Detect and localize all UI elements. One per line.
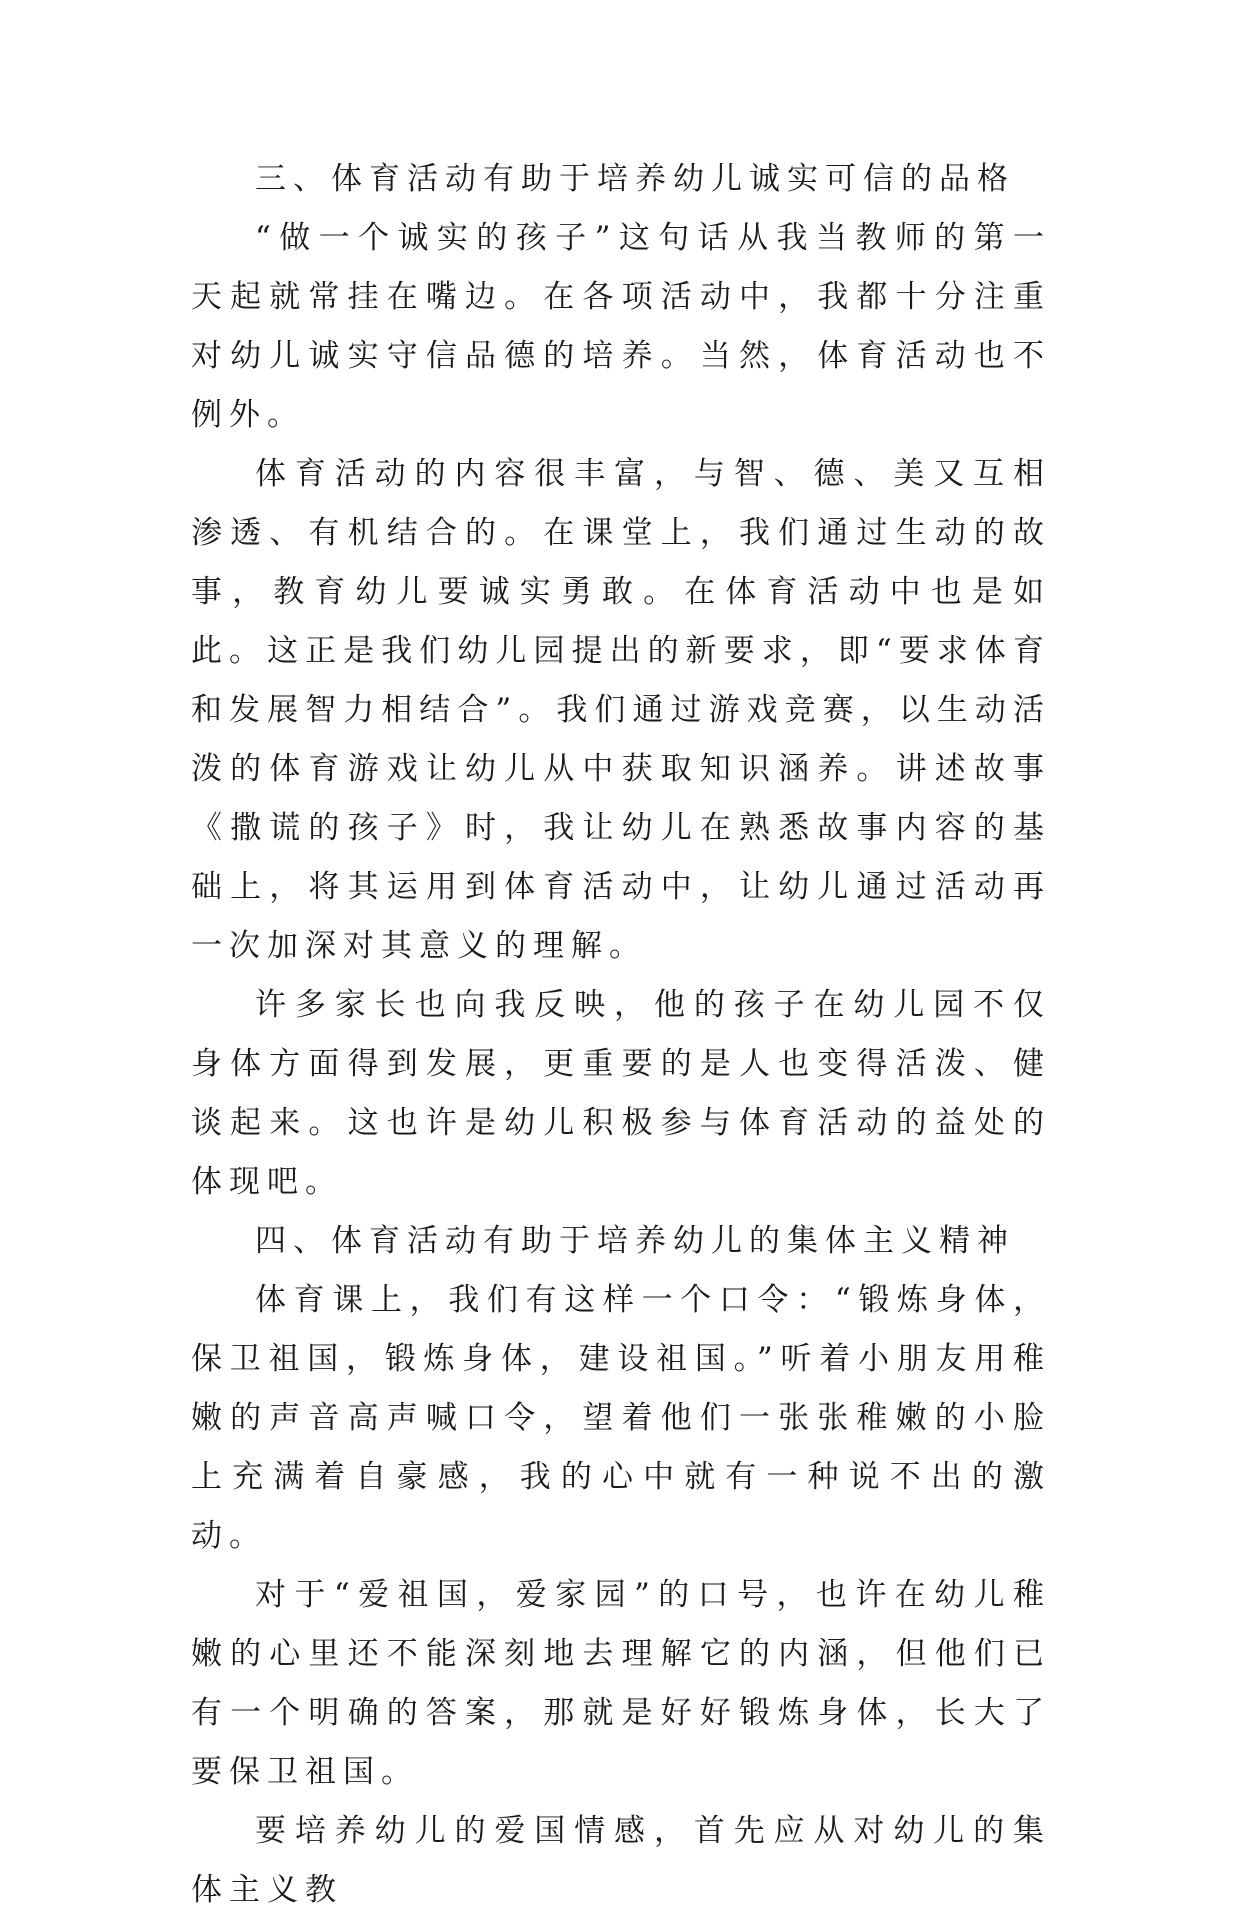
document-body xyxy=(191,150,1051,1920)
paragraph-parent-feedback: 许多家长也向我反映，他的孩子在幼儿园不仅身体方面得到发展，更重要的是人也变得活泼、健谈起来。这也许是幼儿积极参与体育活动的益处的体现吧。 xyxy=(191,987,1051,1200)
paragraph-honesty-intro: “做一个诚实的孩子”这句话从我当教师的第一天起就常挂在嘴边。在各项活动中，我都十分注重对幼儿诚实守信品德的培养。当然，体育活动也不例外。 xyxy=(191,220,1051,433)
paragraph-patriotism: 要培养幼儿的爱国情感，首先应从对幼儿的集体主义教 xyxy=(191,1813,1051,1908)
paragraph-activity-content: 体育活动的内容很丰富，与智、德、美又互相渗透、有机结合的。在课堂上，我们通过生动的故事，教育幼儿要诚实勇敢。在体育活动中也是如此。这正是我们幼儿园提出的新要求，即“要求体育和发展智力相结合”。我们通过游戏竞赛，以生动活泼的体育游戏让幼儿从中获取知识涵养。讲述故事《撒谎的孩子》时，我让幼儿在熟悉故事内容的基础上，将其运用到体育活动中，让幼儿通过活动再一次加深对其意义的理解。 xyxy=(191,456,1051,964)
paragraph-love-country: 对于“爱祖国，爱家园”的口号，也许在幼儿稚嫩的心里还不能深刻地去理解它的内涵，但他们已有一个明确的答案，那就是好好锻炼身体，长大了要保卫祖国。 xyxy=(191,1577,1051,1790)
paragraph-slogan: 体育课上，我们有这样一个口令：“锻炼身体，保卫祖国，锻炼身体，建设祖国。”听着小朋友用稚嫩的声音高声喊口令，望着他们一张张稚嫩的小脸上充满着自豪感，我的心中就有一种说不出的激动。 xyxy=(191,1282,1051,1554)
section-heading-four: 四、体育活动有助于培养幼儿的集体主义精神 xyxy=(255,1223,1015,1259)
section-heading-three: 三、体育活动有助于培养幼儿诚实可信的品格 xyxy=(255,161,1015,197)
